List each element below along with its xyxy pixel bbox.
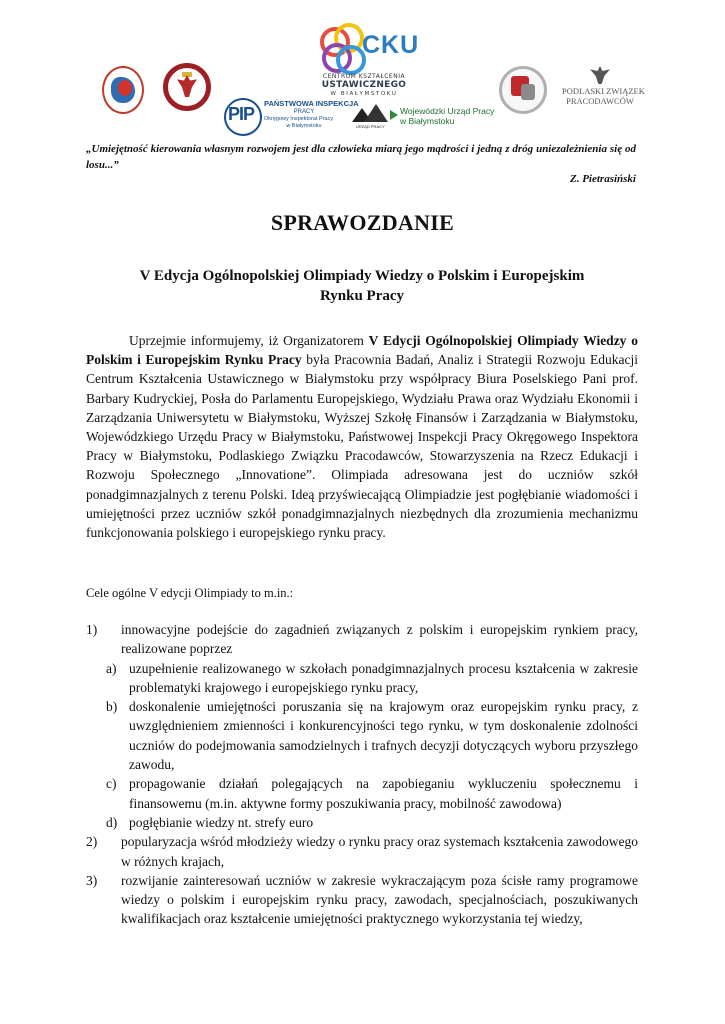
sub-list-item-text: propagowanie działań polegających na zapobieganiu wykluczeniu społecznemu i finansowemu (m.in. aktywne formy poszukiwania pracy, mobilność zawodowa) (129, 776, 638, 811)
pip-logo-line3: Okręgowy Inspektorat Pracy (264, 116, 334, 122)
list-item-text: popularyzacja wśród młodzieży wiedzy o rynku pracy oraz systemach kształcenia zawodowego w różnych krajach, (121, 834, 638, 869)
subtitle-line2: Rynku Pracy (319, 288, 405, 304)
goals-list (86, 620, 638, 929)
cku-logo-word: CKU (362, 31, 420, 59)
cku-logo-line2: USTAWICZNEGO (321, 80, 407, 90)
pip-logo (224, 98, 359, 134)
sub-list-item-text: pogłębianie wiedzy nt. strefy euro (129, 814, 314, 830)
sub-list-item-letter: b) (106, 699, 118, 715)
university-bialystok-logo (163, 63, 211, 111)
subtitle (86, 266, 638, 306)
sub-list-item-letter: d) (106, 814, 118, 830)
page-title: SPRAWOZDANIE (270, 210, 455, 235)
subtitle-line1: V Edycja Ogólnopolskiej Olimpiady Wiedzy o Polskim i Europejskim (139, 268, 585, 284)
pip-logo-letters: PIP (228, 104, 255, 124)
pzp-logo-line2: PRACODAWCÓW (566, 96, 634, 106)
intro-bold: V Edycji Ogólnopolskiej Olimpiady Wiedzy o Polskim i Europejskim Rynku Pracy (86, 333, 638, 368)
sub-list-item (86, 813, 638, 832)
intro-paragraph (86, 331, 638, 542)
innovatione-logo (499, 66, 547, 114)
sub-list-item-letter: a) (106, 660, 117, 676)
wup-logo-line1: Wojewódzki Urząd Pracy (400, 106, 495, 116)
list-item-number: 3) (86, 872, 98, 888)
list-item (86, 620, 638, 659)
motto-quote: „Umiejętność kierowania własnym rozwojem jest dla człowieka miarą jego mądrości i jedną z dróg uniezależnienia się od losu...” (86, 143, 636, 171)
motto-author: Z. Pietrasiński (569, 173, 636, 185)
goals-label: Cele ogólne V edycji Olimpiady to m.in.: (86, 586, 294, 600)
cku-logo-line1: CENTRUM KSZTAŁCENIA (322, 73, 406, 80)
pzp-logo-line1: PODLASKI ZWIĄZEK (562, 86, 645, 96)
wsfiz-logo (102, 66, 144, 114)
cku-logo-line3: W BIAŁYMSTOKU (330, 91, 398, 97)
cku-logo (318, 23, 420, 103)
logo-bar (0, 0, 725, 140)
wup-logo (352, 100, 502, 132)
pip-logo-line4: w Białymstoku (286, 123, 322, 129)
sub-list-item (86, 697, 638, 774)
wup-logo-line2: w Białymstoku (400, 116, 455, 126)
list-item-number: 2) (86, 834, 98, 850)
pip-logo-line1: PAŃSTWOWA INSPEKCJA (264, 99, 359, 108)
list-item-text: rozwijanie zainteresowań uczniów w zakresie wykraczającym poza ścisłe ramy programowe wiedzy o polskim i europejskim rynku pracy, zawodach, specjalnościach, poszukiwanych kwalifikacjach oraz kształcenie umiejętności praktycznego wykorzystania tej wiedzy, (121, 872, 638, 927)
sub-list-item-text: uzupełnienie realizowanego w szkołach ponadgimnazjalnych procesu kształcenia w zakresie problematyki krajowego i europejskiego rynku pracy, (129, 660, 638, 695)
intro-lead: Uprzejmie informujemy, iż Organizatorem (129, 333, 369, 348)
sub-list-item (86, 774, 638, 813)
pzp-logo (562, 66, 645, 122)
intro-rest: była Pracownia Badań, Analiz i Strategii Rozwoju Edukacji Centrum Kształcenia Ustawicznego w Białymstoku przy współpracy Biura Poselskiego Pani prof. Barbary Kudryckiej, Posła do Parlamentu Europejskiego, Wydziału Prawa oraz Wydziału Ekonomii i Zarządzania Uniwersytetu w Białymstoku, Wyższej Szkołę Finansów i Zarządzania w Białymstoku, Wojewódzkiego Urzędu Pracy w Białymstoku, Państwowej Inspekcji Pracy Okręgowego Inspektora Pracy w Białymstoku, Podlaskiego Związku Pracodawców, Stowarzyszenia na Rzecz Edukacji i Rozwoju Społecznego „Innovatione”. Olimpiada adresowana jest do uczniów szkół ponadgimnazjalnych z terenu Polski. Ideą przyświecającą Olimpiadzie jest pogłębianie wiadomości i umiejętności przez uczniów szkół ponadgimnazjalnych niezbędnych dla zrozumienia mechanizmu funkcjonowania polskiego i europejskiego rynku pracy. (86, 352, 638, 541)
sub-list-item (86, 659, 638, 698)
list-item-text: innowacyjne podejście do zagadnień związanych z polskim i europejskim rynkiem pracy, realizowane poprzez (121, 622, 638, 657)
list-item (86, 871, 638, 929)
sub-list-item-letter: c) (106, 776, 117, 792)
arrow-icon (390, 110, 398, 120)
pip-logo-line2: PRACY (293, 109, 315, 115)
list-item-number: 1) (86, 622, 98, 637)
list-item (86, 832, 638, 871)
sub-list-item-text: doskonalenie umiejętności poruszania się na krajowym oraz europejskim rynku pracy, z uwzględnieniem zmienności i konkurencyjności tego rynku, w tym doskonalenie zdolności uczniów do podejmowania samodzielnych i trafnych decyzji dotyczących wyboru przyszłego zawodu, (129, 699, 638, 773)
eagle-icon (590, 66, 610, 84)
wup-logo-caption: URZĄD PRACY (356, 124, 385, 129)
